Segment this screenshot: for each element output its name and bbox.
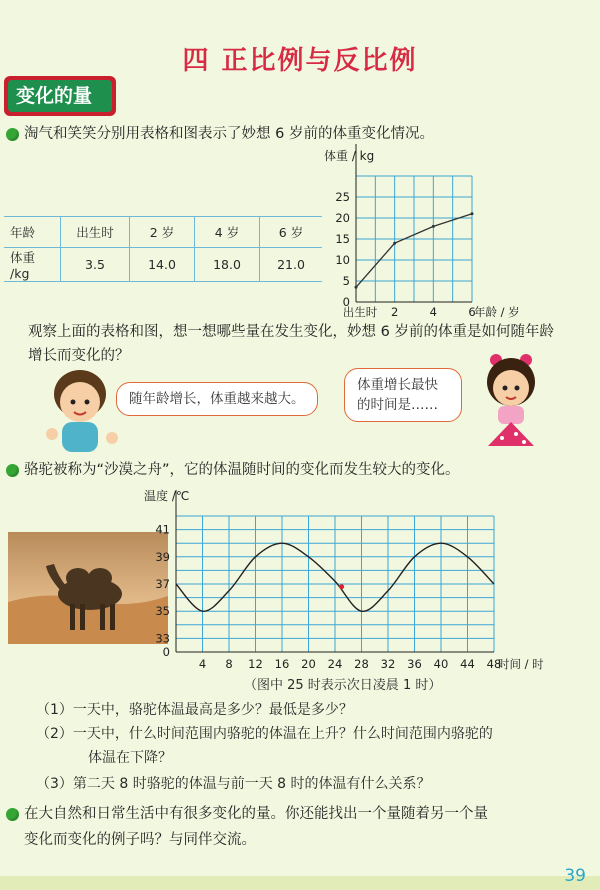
table-header-cell: 4 岁 <box>195 217 260 248</box>
x-tick-label: 24 <box>327 657 343 671</box>
y-tick-label: 33 <box>155 631 170 646</box>
y-axis-label: 温度 /℃ <box>144 489 190 503</box>
observe-text: 观察上面的表格和图，想一想哪些量在发生变化，妙想 6 岁前的体重是如何随年龄增长而变化的？ <box>28 324 554 364</box>
y-tick-label: 15 <box>335 232 350 246</box>
x-axis-label: 时间 / 时 <box>498 657 544 671</box>
x-axis-label: 年龄 / 岁 <box>474 305 520 319</box>
y-tick-label: 25 <box>335 190 350 204</box>
boy-illustration <box>30 364 126 460</box>
table-header-row <box>4 217 322 248</box>
x-tick-label: 6 <box>468 305 476 319</box>
data-point <box>393 242 396 245</box>
x-tick-label: 4 <box>198 657 207 671</box>
y-tick-label: 20 <box>335 211 350 225</box>
table-header-cell: 出生时 <box>61 217 130 248</box>
table-row-label: 体重 /kg <box>10 250 36 281</box>
bullet-dot-icon <box>6 464 19 477</box>
weight-chart <box>300 140 560 325</box>
speech-bubble-girl: 体重增长最快的时间是…… <box>344 368 462 422</box>
bullet-dot-icon <box>6 808 19 821</box>
x-tick-label: 48 <box>486 657 502 671</box>
y-tick-label: 37 <box>155 577 170 591</box>
final-text-line-2: 变化而变化的例子吗？与同伴交流。 <box>24 832 256 848</box>
x-tick-label: 16 <box>274 657 290 671</box>
bullet-dot-icon <box>6 128 19 141</box>
y-tick-label: 10 <box>335 253 350 267</box>
x-tick-label: 36 <box>407 657 422 671</box>
y-tick-label: 35 <box>155 604 170 619</box>
chart-caption: （图中 25 时表示次日凌晨 1 时） <box>244 678 442 693</box>
table-cell: 18.0 <box>195 248 260 282</box>
x-tick-label: 44 <box>460 657 475 671</box>
table-header-cell: 2 岁 <box>130 217 195 248</box>
page-footer-band <box>0 876 600 890</box>
table-header-cell: 年龄 <box>4 217 61 248</box>
x-tick-label: 8 <box>225 657 233 671</box>
y-tick-label: 0 <box>342 295 350 309</box>
x-tick-label: 20 <box>301 657 316 671</box>
chapter-title: 四 正比例与反比例 <box>182 46 418 76</box>
table-header-cell: 6 岁 <box>260 217 323 248</box>
y-tick-label: 39 <box>155 549 170 564</box>
y-tick-label: 41 <box>155 522 170 537</box>
x-tick-label: 出生时 <box>342 305 378 319</box>
y-tick-label: 5 <box>342 274 350 288</box>
x-tick-label: 40 <box>433 657 449 671</box>
section-label: 变化的量 <box>8 80 112 112</box>
table-cell: 3.5 <box>61 248 130 282</box>
data-point <box>471 212 474 215</box>
y-zero-label: 0 <box>162 645 170 659</box>
question-3: （3）第二天 8 时骆驼的体温与前一天 8 时的体温有什么关系？ <box>36 776 431 792</box>
girl-illustration <box>466 346 556 456</box>
speech-bubble-boy: 随年龄增长，体重越来越大。 <box>116 382 318 416</box>
camel-intro-text: 骆驼被称为“沙漠之舟”，它的体温随时间的变化而发生较大的变化。 <box>24 462 460 478</box>
x-tick-label: 28 <box>354 657 369 671</box>
weight-table <box>4 216 322 282</box>
x-tick-label: 4 <box>429 305 437 319</box>
highlight-point <box>339 584 344 589</box>
question-1: （1）一天中，骆驼体温最高是多少？最低是多少？ <box>36 702 353 718</box>
table-row <box>4 248 322 282</box>
intro-text: 淘气和笑笑分别用表格和图表示了妙想 6 岁前的体重变化情况。 <box>24 126 434 142</box>
temperature-chart <box>140 486 580 682</box>
x-tick-label: 12 <box>248 657 263 671</box>
x-tick-label: 2 <box>391 305 399 319</box>
question-2: （2）一天中，什么时间范围内骆驼的体温在上升？什么时间范围内骆驼的 <box>36 726 493 742</box>
table-cell: 21.0 <box>260 248 323 282</box>
section-badge <box>4 76 116 116</box>
final-text-line-1: 在大自然和日常生活中有很多变化的量。你还能找出一个量随着另一个量 <box>24 806 488 822</box>
x-tick-label: 32 <box>380 657 396 671</box>
data-point <box>432 225 435 228</box>
page-number: 39 <box>564 866 586 886</box>
table-cell: 14.0 <box>130 248 195 282</box>
question-2-continued: 体温在下降？ <box>88 750 172 766</box>
y-axis-label: 体重 / kg <box>324 149 375 163</box>
data-point <box>355 286 358 289</box>
